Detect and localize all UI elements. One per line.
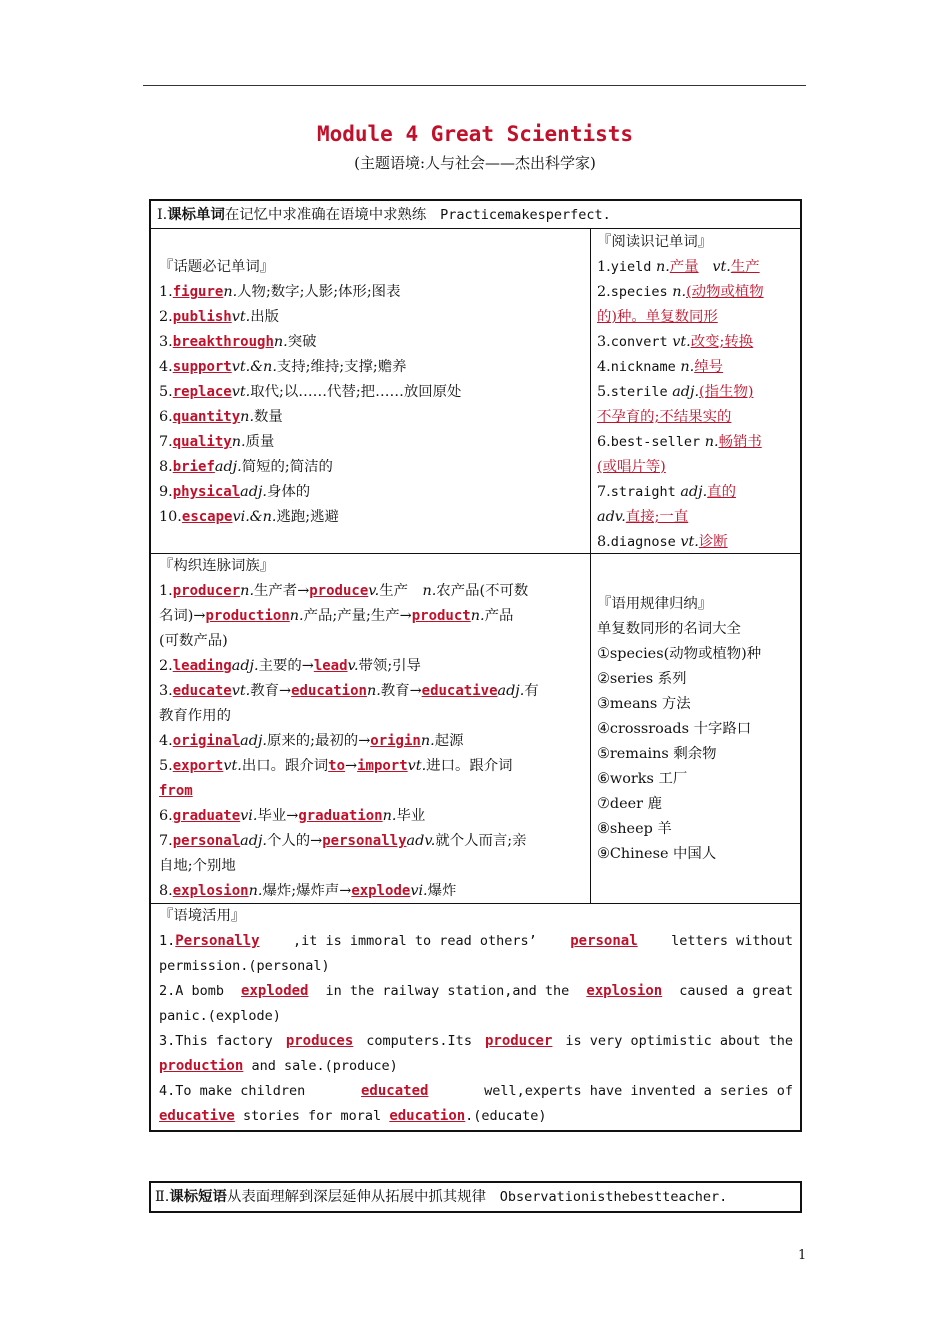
list-item: 5.replacevt.取代;以……代替;把……放回原处 bbox=[159, 384, 462, 400]
list-item: 9.physicaladj.身体的 bbox=[159, 484, 311, 500]
list-item: 1.Personally ,it is immoral to read others’ personal letters without bbox=[159, 933, 793, 949]
list-item: 2.publishvt.出版 bbox=[159, 309, 280, 325]
list-item: 3.convert vt.改变;转换 bbox=[597, 334, 754, 350]
context-heading: 『语境活用』 bbox=[159, 908, 246, 924]
list-item: 4.supportvt.&n.支持;维持;支撑;赡养 bbox=[159, 359, 407, 375]
list-item: 4.nickname n.绰号 bbox=[597, 359, 723, 375]
list-item: 7.personaladj.个人的→personallyadv.就个人而言;亲 bbox=[159, 833, 527, 849]
list-item: ⑥works 工厂 bbox=[597, 771, 688, 787]
phrases-section-header: Ⅱ.课标短语从表面理解到深层延伸从拓展中抓其规律 Observationisthebestteacher. bbox=[149, 1181, 802, 1213]
list-item: 6.best-seller n.畅销书 bbox=[597, 434, 762, 450]
usage-rules-heading: 『语用规律归纳』 bbox=[597, 596, 713, 612]
list-item: ③means 方法 bbox=[597, 696, 691, 712]
topic-words-heading: 『话题必记单词』 bbox=[159, 259, 275, 275]
list-item: 4.To make children educated well,experts have invented a series of bbox=[159, 1083, 793, 1099]
list-item: 1.figuren.人物;数字;人影;体形;图表 bbox=[159, 284, 401, 300]
list-item: ⑦deer 鹿 bbox=[597, 796, 662, 812]
word-family-heading: 『构织连脉词族』 bbox=[159, 558, 275, 574]
list-item: 8.briefadj.简短的;简洁的 bbox=[159, 459, 333, 475]
list-item: 6.graduatevi.毕业→graduationn.毕业 bbox=[159, 808, 426, 824]
list-item: 2.species n.(动物或植物 bbox=[597, 284, 764, 300]
list-item: 5.sterile adj.(指生物) bbox=[597, 384, 754, 400]
list-item: 7.straight adj.直的 bbox=[597, 484, 736, 500]
word-family: 『构织连脉词族』 1.producern.生产者→producev.生产 n.农产品(不可数 名词)→productionn.产品;产量;生产→productn.产品 (可数产品) 2.leadingadj.主要的→leadv.带领;引导 3.educatevt.教育→educationn.教育→educativeadj.有 教育作用的 4.originaladj.原来的;最初的→originn.起源 5.exportvt.出口。跟介词to→importvt.进口。跟介词 from 6.graduatevi.毕业→graduationn.毕业 7.personaladj.个人的→personallyadv.就个人而言;亲 自地;个别地 8.explosionn.爆炸;爆炸声→explodevi.爆炸 bbox=[159, 554, 584, 904]
list-item: 1.yield n.产量 vt.生产 bbox=[597, 259, 760, 275]
section1-header: Ⅰ.课标单词在记忆中求准确在语境中求熟练 Practicemakesperfect. bbox=[157, 206, 611, 223]
page-number: 1 bbox=[798, 1248, 807, 1263]
list-item: 4.originaladj.原来的;最初的→originn.起源 bbox=[159, 733, 464, 749]
list-item: 3.This factory produces computers.Its producer is very optimistic about the bbox=[159, 1033, 793, 1049]
vocab-table bbox=[149, 199, 802, 1132]
list-item: 8.explosionn.爆炸;爆炸声→explodevi.爆炸 bbox=[159, 883, 457, 899]
list-item: ⑨Chinese 中国人 bbox=[597, 846, 717, 862]
list-item: ⑤remains 剩余物 bbox=[597, 746, 717, 762]
topic-words bbox=[159, 255, 584, 530]
list-item: 2.leadingadj.主要的→leadv.带领;引导 bbox=[159, 658, 421, 674]
context-usage: 『语境活用』 1.Personally ,it is immoral to read others’ personal letters without permission.(personal) 2.A bomb exploded in the railway station,and the explosion caused a great panic.(explode) 3.This factory produces computers.Its producer is very optimistic about the production and sale.(produce) 4.To make children educated well,experts have invented a series of educative stories for moral education.(educate) bbox=[159, 904, 793, 1129]
list-item: ①species(动物或植物)种 bbox=[597, 646, 762, 662]
page-title: Module 4 Great Scientists bbox=[316, 122, 634, 146]
list-item: 5.exportvt.出口。跟介词to→importvt.进口。跟介词 bbox=[159, 758, 513, 774]
list-item: ②series 系列 bbox=[597, 671, 687, 687]
list-item: 8.diagnose vt.诊断 bbox=[597, 534, 728, 550]
list-item: ⑧sheep 羊 bbox=[597, 821, 672, 837]
reading-words-heading: 『阅读识记单词』 bbox=[597, 234, 713, 250]
page-subtitle: (主题语境:人与社会——杰出科学家) bbox=[354, 154, 596, 172]
list-item: 3.educatevt.教育→educationn.教育→educativeadj.有 bbox=[159, 683, 539, 699]
top-rule bbox=[143, 85, 806, 86]
list-item: 2.A bomb exploded in the railway station,and the explosion caused a great bbox=[159, 983, 793, 999]
list-item: 3.breakthroughn.突破 bbox=[159, 334, 317, 350]
list-item: 10.escapevi.&n.逃跑;逃避 bbox=[159, 509, 339, 525]
usage-rules: 『语用规律归纳』 单复数同形的名词大全 ①species(动物或植物)种 ②series 系列 ③means 方法 ④crossroads 十字路口 ⑤remains 剩余物 ⑥works 工厂 ⑦deer 鹿 ⑧sheep 羊 ⑨Chinese 中国人 bbox=[597, 592, 793, 867]
reading-words: 『阅读识记单词』 1.yield n.产量 vt.生产 2.species n.(动物或植物 的)种。单复数同形 3.convert vt.改变;转换 4.nickname n.绰号 5.sterile adj.(指生物) 不孕育的;不结果实的 6.best-seller n.畅销书 (或唱片等) 7.straight adj.直的 adv.直接;一直 8.diagnose vt.诊断 bbox=[597, 230, 793, 555]
list-item: 1.producern.生产者→producev.生产 n.农产品(不可数 bbox=[159, 583, 529, 599]
list-item: 6.quantityn.数量 bbox=[159, 409, 283, 425]
list-item: ④crossroads 十字路口 bbox=[597, 721, 752, 737]
list-item: 7.qualityn.质量 bbox=[159, 434, 275, 450]
